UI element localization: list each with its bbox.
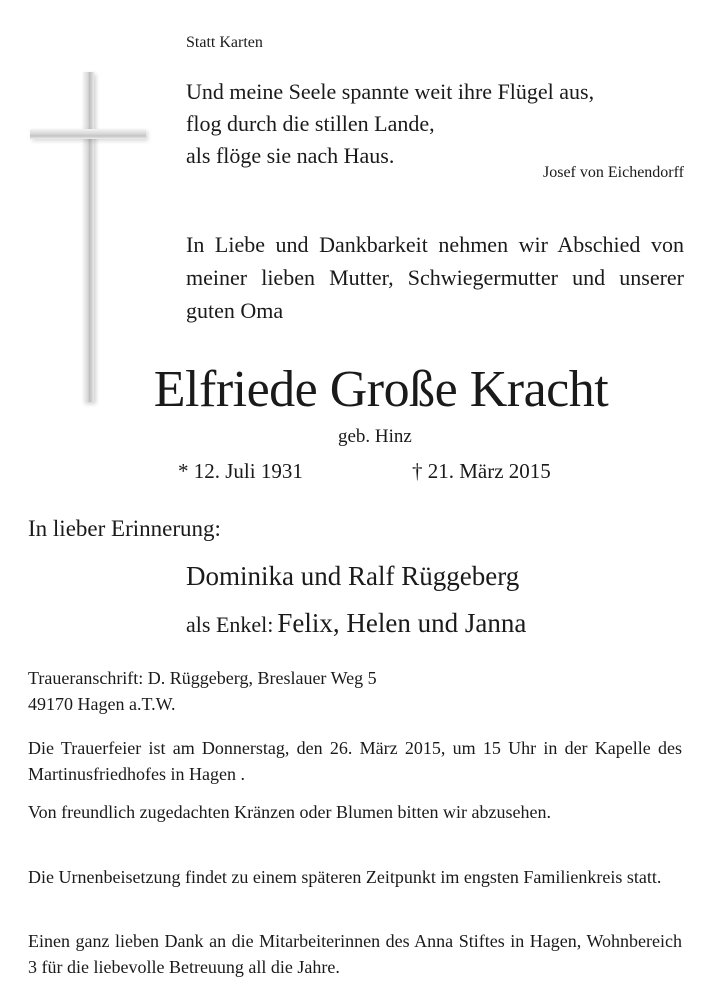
- intro-text: In Liebe und Dankbarkeit nehmen wir Abschied von meiner lieben Mutter, Schwiegermutter und unserer guten Oma: [186, 232, 684, 323]
- poem-author: Josef von Eichendorff: [543, 164, 684, 181]
- funeral-address: [28, 665, 682, 717]
- poem-line-1: Und meine Seele spannte weit ihre Flügel aus,: [186, 79, 595, 104]
- mourners-grandchildren: [186, 608, 526, 639]
- cross-vertical-beam: [83, 72, 94, 402]
- poem-line-3: als flöge sie nach Haus.: [186, 143, 395, 168]
- birth-date: * 12. Juli 1931: [178, 459, 303, 483]
- cross-horizontal-beam: [30, 129, 146, 139]
- poem: [186, 76, 594, 172]
- cross-icon: [28, 72, 148, 404]
- memory-heading: In lieber Erinnerung:: [28, 516, 221, 541]
- death-date: † 21. März 2015: [412, 459, 551, 483]
- flowers-paragraph: Von freundlich zugedachten Kränzen oder Blumen bitten wir abzusehen.: [28, 802, 551, 822]
- mourners-children: Dominika und Ralf Rüggeberg: [186, 561, 520, 591]
- grandchildren-names: Felix, Helen und Janna: [277, 608, 527, 638]
- poem-line-2: flog durch die stillen Lande,: [186, 111, 435, 136]
- statt-karten-label: Statt Karten: [186, 34, 263, 51]
- thanks-paragraph: Einen ganz lieben Dank an die Mitarbeiterinnen des Anna Stiftes in Hagen, Wohnbereich 3 für die liebevolle Betreuung all die Jahre.: [28, 931, 682, 977]
- deceased-name: Elfriede Große Kracht: [153, 361, 609, 418]
- maiden-name: geb. Hinz: [338, 426, 412, 447]
- urn-paragraph: Die Urnenbeisetzung findet zu einem späteren Zeitpunkt im engsten Familienkreis statt.: [28, 867, 662, 887]
- address-line-2: 49170 Hagen a.T.W.: [28, 694, 176, 714]
- grandchildren-label: als Enkel:: [186, 612, 274, 637]
- address-line-1: Traueranschrift: D. Rüggeberg, Breslauer Weg 5: [28, 668, 377, 688]
- ceremony-paragraph: Die Trauerfeier ist am Donnerstag, den 26. März 2015, um 15 Uhr in der Kapelle des Martinusfriedhofes in Hagen .: [28, 738, 682, 784]
